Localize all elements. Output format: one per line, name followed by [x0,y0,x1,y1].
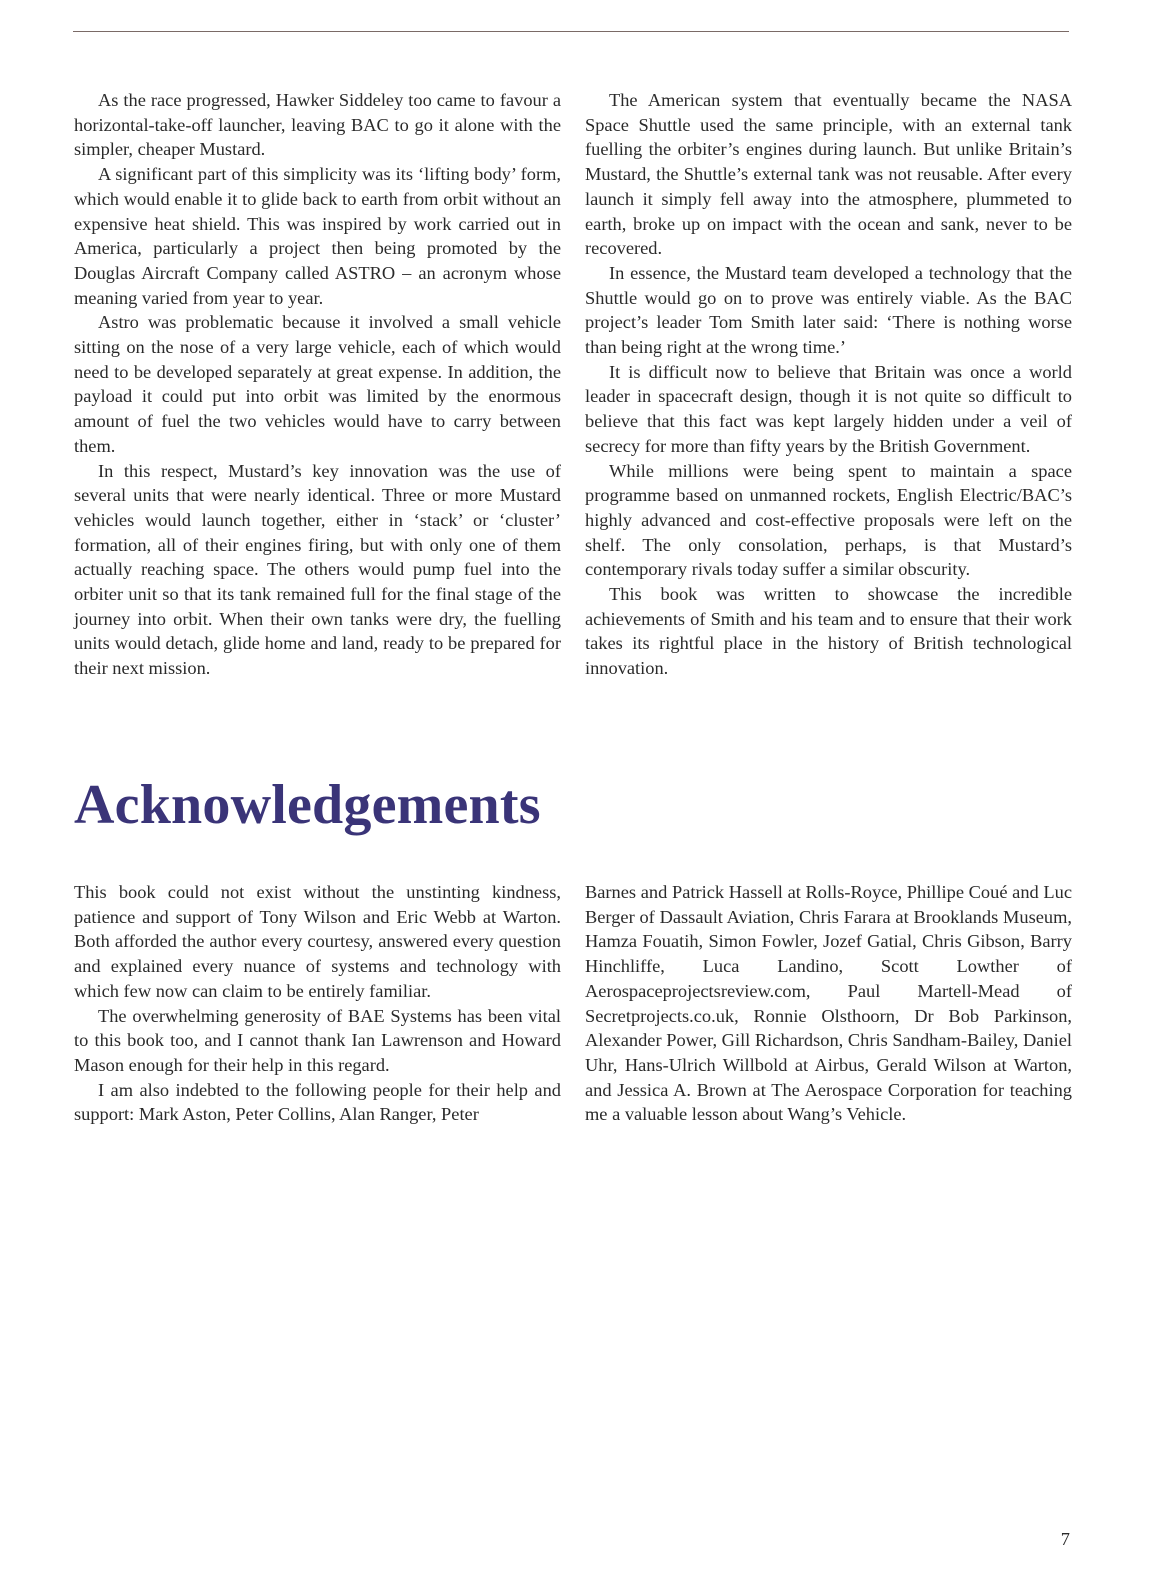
ack-left-paragraph-3: I am also indebted to the following people for their help and support: Mark Aston, Peter Collins, Alan Ranger, Peter [74,1079,561,1125]
intro-right-paragraph-3: It is difficult now to believe that Britain was once a world leader in spacecraft design, though it is not quite so difficult to believe that this fact was kept largely hidden under a veil of secrecy for more than fifty years by the British Government. [585,361,1072,456]
intro-right-paragraph-5: This book was written to showcase the incredible achievements of Smith and his team and to ensure that their work takes its rightful place in the history of British technological innovation. [585,584,1072,679]
intro-left-paragraph-4: In this respect, Mustard’s key innovation was the use of several units that were nearly identical. Three or more Mustard vehicles would launch together, either in ‘stack’ or ‘cluster’ formation, all of their engines firing, but with only one of them actually reaching space. The others would pump fuel into the orbiter unit so that its tank remained full for the final stage of the journey into orbit. When their own tanks were dry, the fuelling units would detach, glide home and land, ready to be prepared for their next mission. [74,460,561,679]
intro-right-column [585,88,1072,681]
acknowledgements-left-column [74,880,561,1127]
ack-left-paragraph-1: This book could not exist without the unstinting kindness, patience and support of Tony Wilson and Eric Webb at Warton. Both afforded the author every courtesy, answered every question and explained every nuance of systems and technology with which few now can claim to be entirely familiar. [74,882,561,1001]
intro-right-paragraph-1: The American system that eventually became the NASA Space Shuttle used the same principle, with an external tank fuelling the orbiter’s engines during launch. But unlike Britain’s Mustard, the Shuttle’s external tank was not reusable. After every launch it simply fell away into the atmosphere, plummeted to earth, broke up on impact with the ocean and sank, never to be recovered. [585,90,1072,259]
intro-right-paragraph-2: In essence, the Mustard team developed a technology that the Shuttle would go on to prove was entirely viable. As the BAC project’s leader Tom Smith later said: ‘There is nothing worse than being right at the wrong time.’ [585,262,1072,358]
ack-left-paragraph-2: The overwhelming generosity of BAE Systems has been vital to this book too, and I cannot thank Ian Lawrenson and Howard Mason enough for their help in this regard. [74,1005,561,1075]
intro-left-paragraph-2: A significant part of this simplicity was its ‘lifting body’ form, which would enable it to glide back to earth from orbit without an expensive heat shield. This was inspired by work carried out in America, particularly a project then being promoted by the Douglas Aircraft Company called ASTRO – an acronym whose meaning varied from year to year. [74,164,561,308]
page-number: 7 [1060,1529,1070,1549]
acknowledgements-heading: Acknowledgements [74,774,541,836]
intro-left-paragraph-3: Astro was problematic because it involved a small vehicle sitting on the nose of a very large vehicle, each of which would need to be developed separately at great expense. In addition, the payload it could put into orbit was limited by the enormous amount of fuel the two vehicles would have to carry between them. [74,312,561,456]
intro-right-paragraph-4: While millions were being spent to maintain a space programme based on unmanned rockets, English Electric/BAC’s highly advanced and cost-effective proposals were left on the shelf. The only consolation, perhaps, is that Mustard’s contemporary rivals today suffer a similar obscurity. [585,460,1072,580]
ack-right-paragraph-1: Barnes and Patrick Hassell at Rolls-Royce, Phillipe Coué and Luc Berger of Dassault Aviation, Chris Farara at Brooklands Museum, Hamza Fouatih, Simon Fowler, Jozef Gatial, Chris Gibson, Barry Hinchliffe, Luca Landino, Scott Lowther of Aerospaceprojectsreview.com, Paul Martell-Mead of Secretprojects.co.uk, Ronnie Olsthoorn, Dr Bob Parkinson, Alexander Power, Gill Richardson, Chris Sandham-Bailey, Daniel Uhr, Hans-Ulrich Willbold at Airbus, Gerald Wilson at Warton, and Jessica A. Brown at The Aerospace Corporation for teaching me a valuable lesson about Wang’s Vehicle. [585,882,1072,1125]
intro-left-paragraph-1: As the race progressed, Hawker Siddeley too came to favour a horizontal-take-off launcher, leaving BAC to go it alone with the simpler, cheaper Mustard. [74,90,561,160]
header-rule [73,31,1069,32]
intro-left-column [74,88,561,681]
acknowledgements-right-column [585,880,1072,1127]
